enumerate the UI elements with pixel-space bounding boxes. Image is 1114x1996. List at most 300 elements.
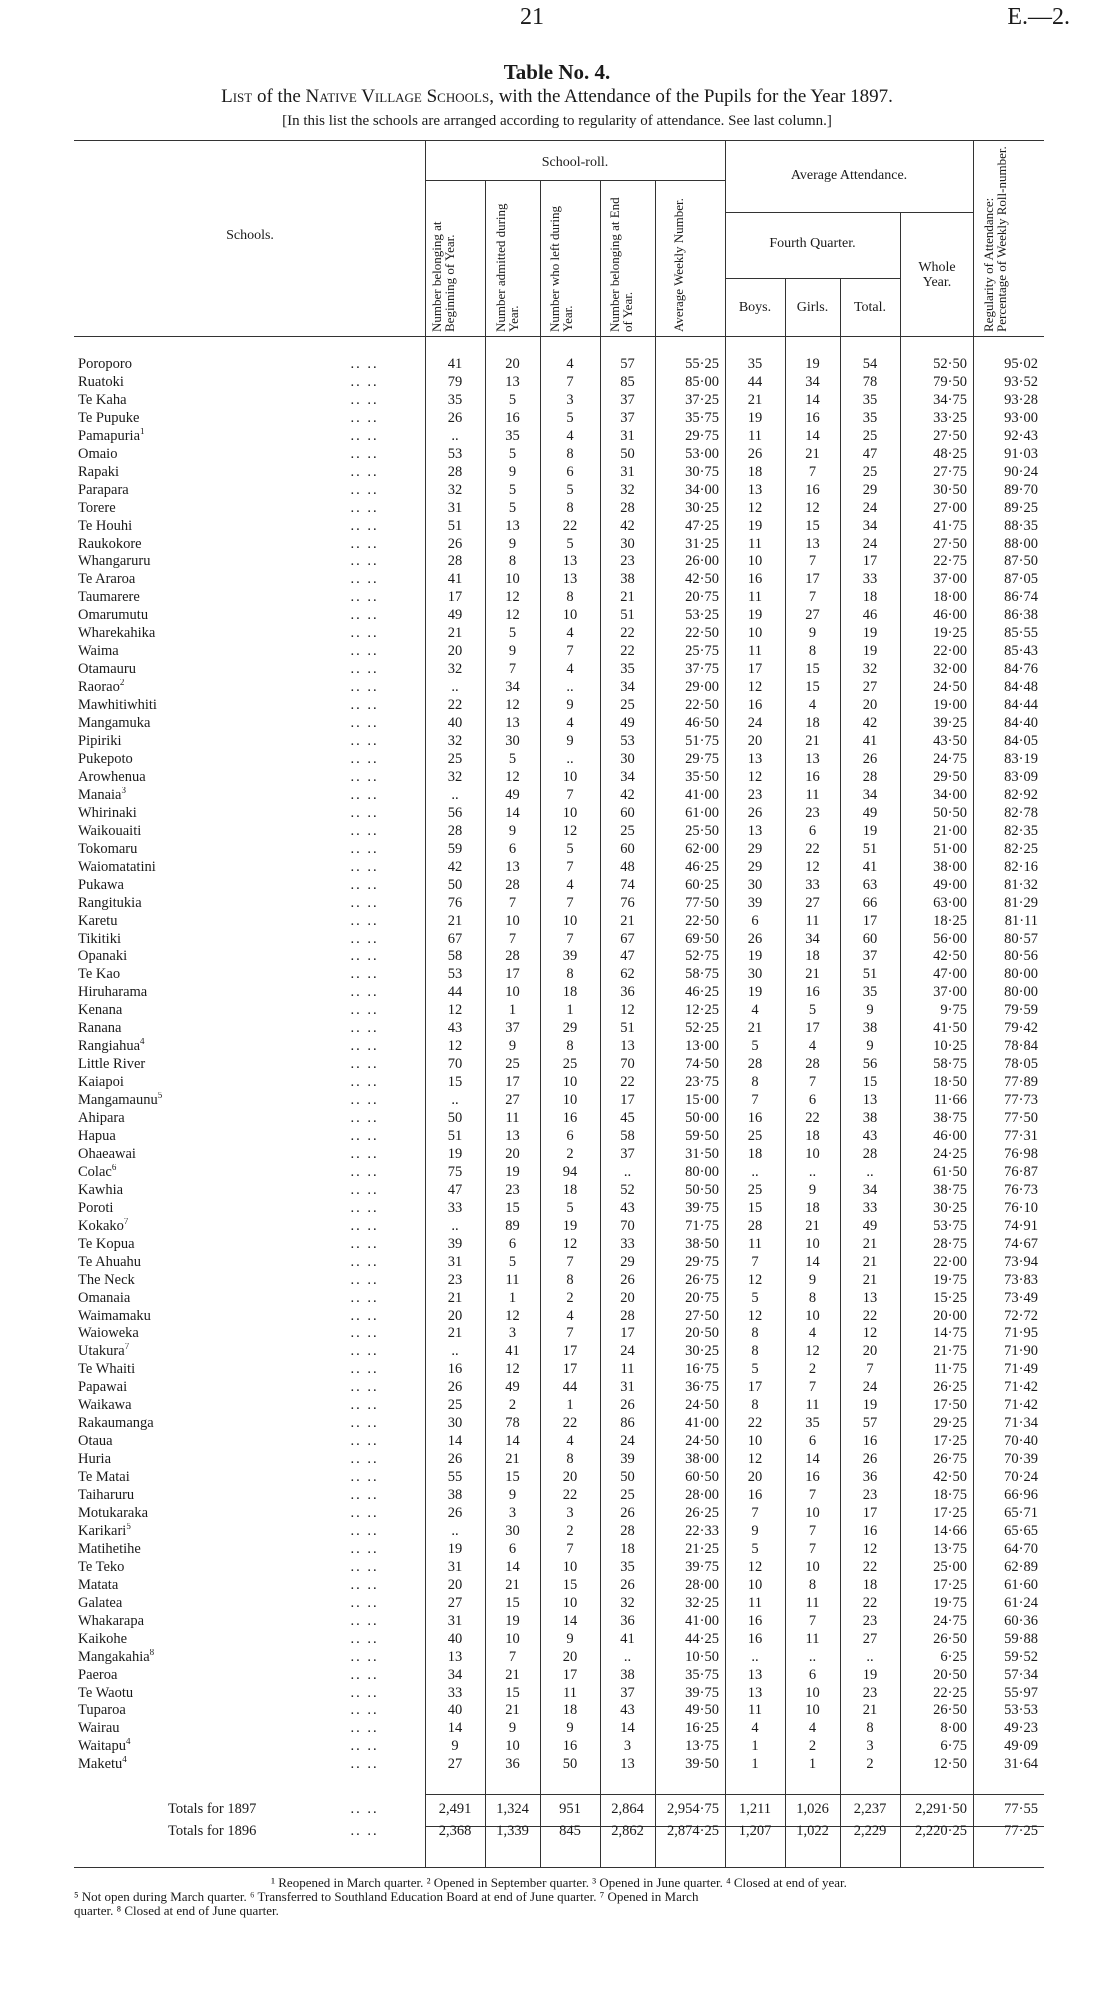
cell-beg: 50 (447, 876, 463, 893)
cell-boys: 16 (747, 1487, 763, 1504)
total-boys: 1,211 (738, 1800, 772, 1817)
table-row (74, 428, 1044, 446)
total-end: 2,862 (611, 1822, 644, 1839)
cell-boys: 6 (751, 912, 759, 929)
cell-left: 7 (566, 1253, 574, 1270)
cell-wk: 51·75 (685, 733, 719, 750)
cell-boys: 7 (751, 1253, 759, 1270)
school-name: Wairau (78, 1720, 120, 1737)
cell-yr: 19·75 (933, 1594, 967, 1611)
table-row (74, 805, 1044, 823)
cell-beg: 41 (447, 571, 463, 588)
cell-left: 4 (566, 715, 574, 732)
cell-girls: 6 (808, 1666, 817, 1683)
cell-reg: 81·32 (1004, 876, 1038, 893)
cell-beg: 40 (447, 1630, 463, 1647)
table-row (74, 984, 1044, 1002)
leader-dots: .. .. (350, 571, 379, 588)
cell-left: 17 (562, 1666, 578, 1683)
cell-beg: .. (451, 1217, 459, 1234)
cell-boys: .. (751, 1648, 759, 1665)
cell-adm: 5 (508, 625, 517, 642)
leader-dots: .. .. (350, 966, 379, 983)
cell-reg: 71·34 (1004, 1415, 1038, 1432)
arrangement-note: [In this list the schools are arranged according to regularity of attendance. See last column.] (282, 113, 832, 129)
cell-left: 12 (562, 822, 578, 839)
school-name: Whirinaki (78, 804, 137, 821)
table-row (74, 697, 1044, 715)
leader-dots: .. .. (350, 1558, 379, 1575)
cell-wk: 55·25 (685, 356, 719, 372)
cell-wk: 58·75 (685, 966, 719, 983)
leader-dots: .. .. (350, 1307, 379, 1324)
cell-end: 38 (620, 1666, 635, 1683)
cell-adm: 6 (508, 840, 517, 857)
cell-wk: 50·50 (685, 1181, 719, 1198)
leader-dots: .. .. (350, 715, 379, 732)
cell-adm: 10 (505, 1738, 520, 1755)
cell-reg: 93·28 (1004, 391, 1038, 408)
school-name: Waitapu$^4$ (78, 1738, 131, 1755)
cell-beg: 21 (447, 1289, 463, 1306)
cell-adm: 5 (508, 499, 517, 516)
table-row (74, 1038, 1044, 1056)
cell-end: 60 (620, 804, 635, 821)
cell-boys: 35 (747, 356, 763, 372)
cell-left: 17 (562, 1343, 578, 1360)
cell-yr: 37·00 (933, 571, 967, 588)
cell-adm: 21 (505, 1666, 520, 1683)
leader-dots: .. .. (350, 391, 379, 408)
cell-adm: 1 (508, 1289, 517, 1306)
cell-left: 44 (562, 1379, 578, 1396)
cell-beg: 25 (447, 750, 463, 767)
cell-boys: 39 (747, 894, 763, 911)
leader-dots: .. .. (350, 768, 379, 785)
cell-wk: 20·75 (685, 1289, 719, 1306)
cell-wk: 31·25 (685, 535, 719, 552)
cell-girls: 15 (805, 517, 820, 534)
cell-left: 18 (562, 1702, 578, 1719)
cell-adm: 27 (505, 1092, 520, 1109)
cell-wk: 24·50 (685, 1433, 719, 1450)
cell-tot: 46 (862, 607, 878, 624)
school-name: Omarumutu (78, 607, 149, 624)
leader-dots: .. .. (350, 1505, 379, 1521)
cell-adm: 5 (508, 391, 517, 408)
table-row (74, 1272, 1044, 1290)
cell-girls: 21 (805, 445, 820, 462)
school-name: Te Whaiti (78, 1361, 136, 1378)
cell-left: 4 (566, 356, 574, 372)
leader-dots: .. .. (350, 1002, 379, 1019)
left-header: Number who left during Year. (547, 205, 575, 332)
footnote-marker: 1 (140, 427, 145, 436)
cell-beg: 22 (447, 697, 463, 714)
table-row (74, 536, 1044, 554)
cell-boys: 10 (747, 625, 763, 642)
cell-reg: 73·83 (1004, 1271, 1038, 1288)
cell-reg: 92·43 (1004, 427, 1038, 444)
footnote-marker: 4 (122, 1756, 127, 1765)
leader-dots: .. .. (350, 822, 379, 839)
cell-wk: 35·75 (685, 1666, 719, 1683)
cell-tot: 7 (866, 1361, 874, 1378)
cell-wk: 30·75 (685, 463, 719, 480)
table-row (74, 625, 1044, 643)
cell-girls: 10 (805, 1145, 820, 1162)
table-row (74, 1738, 1044, 1756)
leader-dots: .. .. (350, 1738, 379, 1755)
cell-left: 10 (562, 1092, 578, 1109)
table-row (74, 589, 1044, 607)
cell-yr: 33·25 (933, 409, 967, 426)
cell-wk: 80·00 (685, 1163, 719, 1180)
cell-tot: .. (866, 1648, 874, 1665)
cell-yr: 41·75 (933, 517, 967, 534)
school-name: Whakarapa (78, 1612, 145, 1629)
cell-yr: 20·00 (933, 1307, 967, 1324)
cell-boys: 1 (751, 1738, 759, 1755)
cell-boys: 5 (751, 1361, 759, 1378)
table-row (74, 948, 1044, 966)
header-bottom-rule (74, 336, 1044, 337)
cell-wk: 39·75 (685, 1684, 719, 1701)
cell-girls: 11 (805, 786, 820, 803)
cell-end: 21 (620, 912, 635, 929)
cell-beg: 21 (447, 1325, 463, 1342)
cell-tot: 37 (862, 948, 878, 965)
school-name: Pukawa (78, 876, 124, 893)
school-name: Hiruharama (78, 984, 148, 1001)
cell-boys: 17 (747, 1379, 763, 1396)
school-name: Tokomaru (78, 840, 138, 857)
school-name: Mangamaunu$^5$ (78, 1092, 163, 1109)
cell-wk: 29·75 (685, 427, 719, 444)
table-row (74, 1092, 1044, 1110)
leader-dots: .. .. (350, 1199, 379, 1216)
cell-end: 29 (620, 1253, 635, 1270)
cell-tot: 34 (862, 517, 878, 534)
cell-reg: 57·34 (1004, 1666, 1038, 1683)
table-row (74, 553, 1044, 571)
cell-end: 25 (620, 822, 635, 839)
cell-girls: 19 (805, 356, 820, 372)
cell-wk: 53·25 (685, 607, 719, 624)
school-name: Te Araroa (78, 571, 136, 588)
cell-end: 21 (620, 589, 635, 606)
cell-tot: 24 (862, 535, 878, 552)
cell-end: 26 (620, 1397, 635, 1414)
cell-end: 43 (620, 1702, 635, 1719)
school-name: Poroti (78, 1199, 114, 1216)
cell-left: 11 (563, 1684, 577, 1701)
cell-wk: 30·25 (685, 499, 719, 516)
cell-adm: 16 (505, 409, 520, 426)
cell-yr: 19·25 (933, 625, 967, 642)
cell-end: 70 (620, 1056, 635, 1073)
cell-end: 70 (620, 1217, 635, 1234)
cell-tot: 17 (862, 1505, 878, 1521)
cell-yr: 50·50 (933, 804, 967, 821)
cell-beg: 35 (447, 391, 463, 408)
cell-end: 36 (620, 1612, 635, 1629)
cell-girls: 7 (808, 1379, 817, 1396)
cell-tot: 66 (862, 894, 878, 911)
table-row (74, 1451, 1044, 1469)
cell-boys: 26 (747, 804, 763, 821)
cell-boys: .. (751, 1163, 759, 1180)
cell-end: 34 (620, 768, 635, 785)
cell-beg: 27 (447, 1594, 463, 1611)
cell-tot: 19 (862, 643, 878, 660)
cell-girls: 17 (805, 571, 820, 588)
leader-dots: .. .. (350, 661, 379, 678)
cell-girls: 10 (805, 1702, 820, 1719)
cell-adm: 9 (508, 1038, 517, 1055)
cell-boys: 11 (748, 643, 762, 660)
cell-yr: 13·75 (933, 1540, 967, 1557)
leader-dots: .. .. (350, 1415, 379, 1432)
cell-end: 43 (620, 1199, 635, 1216)
cell-beg: .. (451, 1522, 459, 1539)
cell-wk: 47·25 (685, 517, 719, 534)
school-name: Rangitukia (78, 894, 142, 911)
cell-boys: 12 (747, 499, 763, 516)
leader-dots: .. .. (350, 733, 379, 750)
cell-girls: 7 (808, 463, 817, 480)
cell-left: 8 (566, 1451, 574, 1468)
school-name: Wharekahika (78, 625, 156, 642)
cell-left: 2 (566, 1145, 574, 1162)
school-name: Whangaruru (78, 553, 151, 570)
cell-left: 15 (562, 1576, 578, 1593)
cell-tot: 26 (862, 750, 878, 767)
cell-yr: 47·00 (933, 966, 967, 983)
cell-tot: 78 (862, 373, 878, 390)
cell-left: 10 (562, 768, 578, 785)
cell-yr: 58·75 (933, 1056, 967, 1073)
cell-adm: 9 (508, 822, 517, 839)
cell-girls: 7 (808, 1074, 817, 1091)
table-row (74, 966, 1044, 984)
cell-end: 49 (620, 715, 635, 732)
cell-left: 2 (566, 1522, 574, 1539)
rule-v4 (600, 180, 601, 336)
cell-adm: 28 (505, 876, 520, 893)
cell-yr: 6·25 (940, 1648, 967, 1665)
leader-dots: .. .. (350, 1379, 379, 1396)
cell-reg: 87·50 (1004, 553, 1038, 570)
cell-end: 85 (620, 373, 635, 390)
cell-wk: 77·50 (685, 894, 719, 911)
leader-dots: .. .. (350, 1720, 379, 1737)
school-roll-header: School-roll. (541, 155, 609, 170)
leader-dots: .. .. (350, 427, 379, 444)
leader-dots: .. .. (350, 679, 379, 696)
cell-left: .. (566, 750, 574, 767)
leader-dots: .. .. (350, 1361, 379, 1378)
cell-left: 20 (562, 1648, 578, 1665)
table-row (74, 1631, 1044, 1649)
cell-reg: 59·52 (1004, 1648, 1038, 1665)
cell-yr: 17·50 (933, 1397, 967, 1414)
leader-dots: .. .. (350, 1648, 379, 1665)
cell-girls: 6 (808, 822, 817, 839)
cell-wk: 62·00 (685, 840, 719, 857)
cell-beg: .. (451, 786, 459, 803)
cell-tot: 9 (866, 1002, 874, 1019)
cell-girls: 8 (808, 1576, 817, 1593)
cell-beg: .. (451, 427, 459, 444)
table-row (74, 1236, 1044, 1254)
cell-end: .. (623, 1163, 632, 1180)
cell-tot: .. (866, 1163, 874, 1180)
table-row (74, 410, 1044, 428)
cell-girls: 14 (805, 391, 820, 408)
cell-adm: 21 (505, 1576, 520, 1593)
cell-wk: 35·50 (685, 768, 719, 785)
cell-beg: 31 (447, 1558, 463, 1575)
cell-reg: 93·52 (1004, 373, 1038, 390)
cell-wk: 21·25 (685, 1540, 719, 1557)
total-left: 845 (559, 1822, 581, 1839)
school-name: Te Kaha (78, 391, 127, 408)
cell-tot: 21 (862, 1271, 878, 1288)
cell-yr: 24·75 (933, 1612, 967, 1629)
table-row (74, 643, 1044, 661)
cell-adm: 3 (508, 1325, 517, 1342)
cell-reg: 78·05 (1004, 1056, 1038, 1073)
cell-yr: 43·50 (933, 733, 967, 750)
cell-end: 52 (620, 1181, 635, 1198)
cell-beg: 38 (447, 1487, 463, 1504)
cell-end: 30 (620, 535, 635, 552)
leader-dots: .. .. (350, 499, 379, 516)
cell-tot: 27 (862, 679, 878, 696)
cell-left: 7 (566, 858, 574, 875)
cell-wk: 46·25 (685, 984, 719, 1001)
table-row (74, 1415, 1044, 1433)
school-name: Te Pupuke (78, 409, 140, 426)
leader-dots: .. .. (350, 1235, 379, 1252)
cell-beg: 51 (447, 1127, 463, 1144)
cell-beg: 44 (447, 984, 463, 1001)
cell-left: 4 (566, 625, 574, 642)
cell-beg: 32 (447, 481, 463, 498)
leader-dots: .. .. (350, 1092, 379, 1109)
cell-adm: 12 (505, 1361, 520, 1378)
cell-reg: 83·09 (1004, 768, 1038, 785)
cell-tot: 19 (862, 1666, 878, 1683)
table-bottom-rule (74, 1867, 1044, 1868)
cell-left: 7 (566, 643, 574, 660)
cell-adm: 6 (508, 1235, 517, 1252)
cell-wk: 28·00 (685, 1487, 719, 1504)
school-name: Waiomatatini (78, 858, 156, 875)
cell-adm: 9 (508, 535, 517, 552)
cell-beg: 19 (447, 1540, 463, 1557)
cell-girls: 14 (805, 427, 820, 444)
cell-boys: 4 (751, 1720, 759, 1737)
cell-wk: 23·75 (685, 1074, 719, 1091)
cell-girls: 15 (805, 679, 820, 696)
cell-end: 45 (620, 1110, 635, 1127)
cell-boys: 18 (747, 1145, 763, 1162)
cell-wk: 53·00 (685, 445, 719, 462)
school-name: Mangamuka (78, 715, 151, 732)
totals-row (74, 1798, 1044, 1820)
leader-dots: .. .. (350, 804, 379, 821)
cell-reg: 74·91 (1004, 1217, 1038, 1234)
cell-left: 13 (562, 553, 578, 570)
cell-end: 17 (620, 1325, 635, 1342)
table-row (74, 859, 1044, 877)
cell-yr: 56·00 (933, 930, 967, 947)
cell-left: 3 (566, 391, 574, 408)
cell-wk: 74·50 (685, 1056, 719, 1073)
cell-girls: 7 (808, 553, 817, 570)
table-row (74, 1002, 1044, 1020)
cell-wk: 59·50 (685, 1127, 719, 1144)
leader-dots: .. .. (350, 1181, 379, 1198)
table-row (74, 715, 1044, 733)
cell-reg: 90·24 (1004, 463, 1038, 480)
cell-wk: 61·00 (685, 804, 719, 821)
cell-yr: 38·75 (933, 1181, 967, 1198)
cell-end: 28 (620, 1522, 635, 1539)
cell-girls: 12 (805, 1343, 820, 1360)
cell-left: 39 (562, 948, 578, 965)
cell-beg: 26 (447, 535, 463, 552)
cell-boys: 16 (747, 1630, 763, 1647)
cell-girls: 7 (808, 1487, 817, 1504)
cell-reg: 66·96 (1004, 1487, 1038, 1504)
school-name: Ohaeawai (78, 1145, 136, 1162)
cell-adm: 11 (505, 1271, 520, 1288)
cell-left: 8 (566, 589, 574, 606)
cell-adm: 28 (505, 948, 520, 965)
total-left: 951 (559, 1800, 581, 1817)
leader-dots: .. .. (350, 1630, 379, 1647)
cell-beg: 30 (447, 1415, 463, 1432)
school-name: Hapua (78, 1127, 116, 1144)
school-name: Ahipara (78, 1110, 125, 1127)
cell-adm: 25 (505, 1056, 520, 1073)
cell-beg: 14 (447, 1433, 463, 1450)
cell-girls: 8 (808, 1289, 817, 1306)
cell-wk: 20·75 (685, 589, 719, 606)
subtitle-list: List (221, 86, 253, 107)
cell-beg: 20 (447, 643, 463, 660)
cell-reg: 77·89 (1004, 1074, 1038, 1091)
cell-end: 33 (620, 1235, 635, 1252)
footnote-marker: 5 (126, 1522, 131, 1532)
fourth-quarter-rule (725, 278, 900, 279)
school-name: Rakaumanga (78, 1415, 154, 1432)
cell-yr: 14·75 (933, 1325, 967, 1342)
leader-dots: .. .. (350, 1217, 379, 1234)
leader-dots: .. .. (350, 1020, 379, 1037)
cell-tot: 27 (862, 1630, 878, 1647)
subtitle-rest: , with the Attendance of the Pupils for the Year 1897. (489, 86, 893, 107)
cell-reg: 88·35 (1004, 517, 1038, 534)
cell-reg: 81·11 (1004, 912, 1038, 929)
cell-left: 5 (566, 535, 574, 552)
leader-dots: .. .. (350, 409, 379, 426)
cell-girls: 21 (805, 1217, 820, 1234)
cell-tot: 60 (862, 930, 878, 947)
